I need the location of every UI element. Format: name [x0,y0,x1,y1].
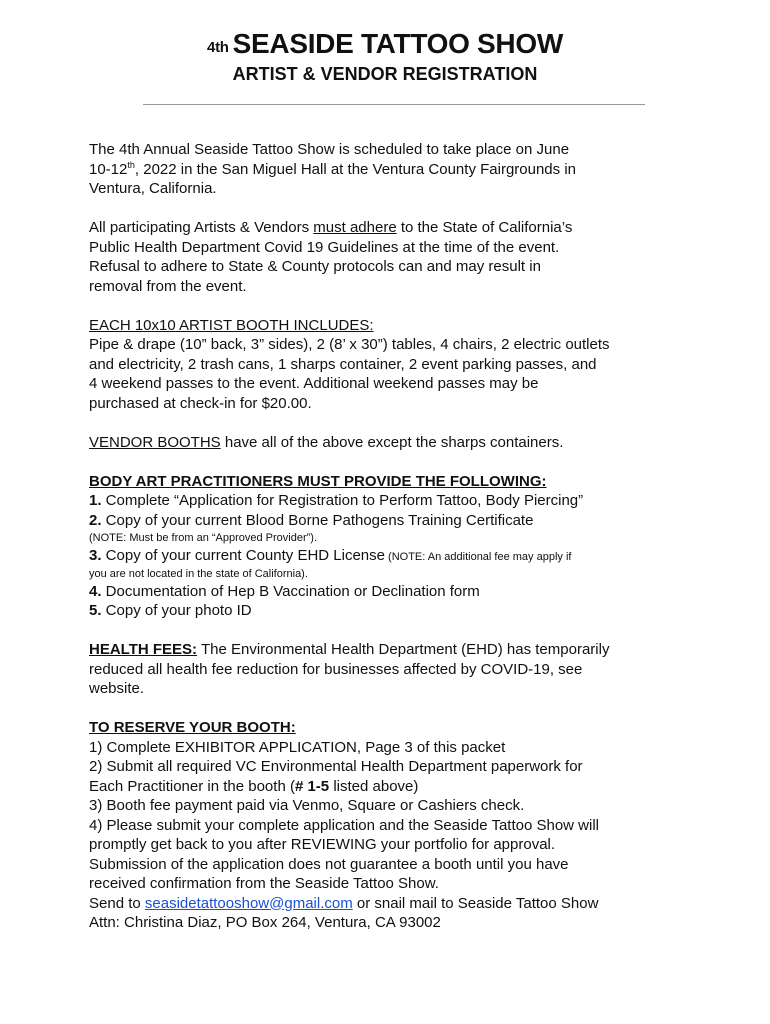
practitioners-heading: BODY ART PRACTITIONERS MUST PROVIDE THE FOLLOWING: [89,472,547,490]
title-text: SEASIDE TATTOO SHOW [232,28,563,59]
reserve-send-line [89,894,689,914]
covid-line-2: Public Health Department Covid 19 Guidelines at the time of the event. [89,238,560,256]
vendor-line [89,433,689,453]
item-text: Copy of your current Blood Borne Pathogens Training Certificate [101,511,534,529]
reserve-step-4b: promptly get back to you after REVIEWING your portfolio for approval. [89,836,556,853]
covid-post: to the State of California’s [396,219,573,236]
health-line-3: website. [89,680,145,697]
practitioner-item-4 [89,582,689,602]
step-text: Each Practitioner in the booth ( [89,777,295,795]
title-ordinal: 4th [207,39,229,56]
practitioner-item-5 [89,601,689,621]
covid-line-4: removal from the event. [89,277,247,295]
booth-heading: EACH 10x10 ARTIST BOOTH INCLUDES: [89,316,374,334]
practitioner-item-2-note: (NOTE: Must be from an “Approved Provider”). [89,532,318,544]
health-line-2: reduced all health fee reduction for businesses affected by COVID-19, see [89,660,583,678]
item-text: Documentation of Hep B Vaccination or Declination form [101,582,480,600]
booth-line-1: Pipe & drape (10” back, 3” sides), 2 (8’ x 30”) tables, 4 chairs, 2 electric outlets [89,336,610,353]
reserve-step-2b [89,777,689,797]
intro-line-3: Ventura, California. [89,180,217,197]
page-title [0,24,770,64]
intro-dates: 10-12 [89,160,128,178]
booth-line-3: 4 weekend passes to the event. Additional weekend passes may be [89,375,539,392]
health-text: The Environmental Health Department (EHD) has temporarily [197,641,610,658]
item-text: Complete “Application for Registration to Perform Tattoo, Body Piercing” [101,492,584,509]
vendor-text: have all of the above except the sharps containers. [220,433,564,451]
item-number: 5. [89,602,102,619]
intro-line-2 [89,160,689,180]
page-subtitle: ARTIST & VENDOR REGISTRATION [232,64,538,84]
health-line-1 [89,640,689,660]
send-text: or snail mail to Seaside Tattoo Show [352,894,599,912]
send-text: Send to [89,894,145,912]
item-number: 2. [89,511,102,529]
practitioner-item-3-note: you are not located in the state of California). [89,567,308,580]
booth-line-2: and electricity, 2 trash cans, 1 sharps container, 2 event parking passes, and [89,355,597,373]
step-text: listed above) [329,777,419,795]
covid-line-1 [89,218,689,238]
practitioner-item-2 [89,511,689,531]
reserve-step-2a: 2) Submit all required VC Environmental Health Department paperwork for [89,758,583,775]
covid-pre: All participating Artists & Vendors [89,219,314,236]
covid-emphasis: must adhere [313,219,397,236]
header-divider [143,104,645,105]
covid-line-3: Refusal to adhere to State & County protocols can and may result in [89,258,541,275]
vendor-label: VENDOR BOOTHS [89,433,221,451]
email-link[interactable]: seasidetattooshow@gmail.com [144,894,353,912]
item-text: Copy of your current County EHD License [101,547,385,564]
reserve-step-4d: received confirmation from the Seaside Tattoo Show. [89,875,439,892]
health-fees-label: HEALTH FEES: [89,641,198,658]
item-text: Copy of your photo ID [101,602,252,619]
step-range: # 1-5 [294,777,330,795]
reserve-step-3: 3) Booth fee payment paid via Venmo, Square or Cashiers check. [89,797,525,814]
item-number: 1. [89,492,102,509]
intro-location: , 2022 in the San Miguel Hall at the Ventura County Fairgrounds in [134,160,576,178]
item-note: (NOTE: An additional fee may apply if [384,551,572,563]
practitioner-item-3 [89,546,689,566]
document-body [89,140,689,933]
reserve-step-1: 1) Complete EXHIBITOR APPLICATION, Page 3 of this packet [89,738,506,756]
practitioner-item-1 [89,491,689,511]
booth-line-4: purchased at check-in for $20.00. [89,394,312,412]
reserve-step-4c: Submission of the application does not guarantee a booth until you have [89,855,569,873]
item-number: 3. [89,547,102,564]
reserve-address: Attn: Christina Diaz, PO Box 264, Ventura, CA 93002 [89,914,441,931]
item-number: 4. [89,582,102,600]
intro-line-1: The 4th Annual Seaside Tattoo Show is scheduled to take place on June [89,141,570,158]
reserve-heading: TO RESERVE YOUR BOOTH: [89,719,296,736]
reserve-step-4a: 4) Please submit your complete application and the Seaside Tattoo Show will [89,816,600,834]
intro-dates-suffix: th [127,159,135,170]
